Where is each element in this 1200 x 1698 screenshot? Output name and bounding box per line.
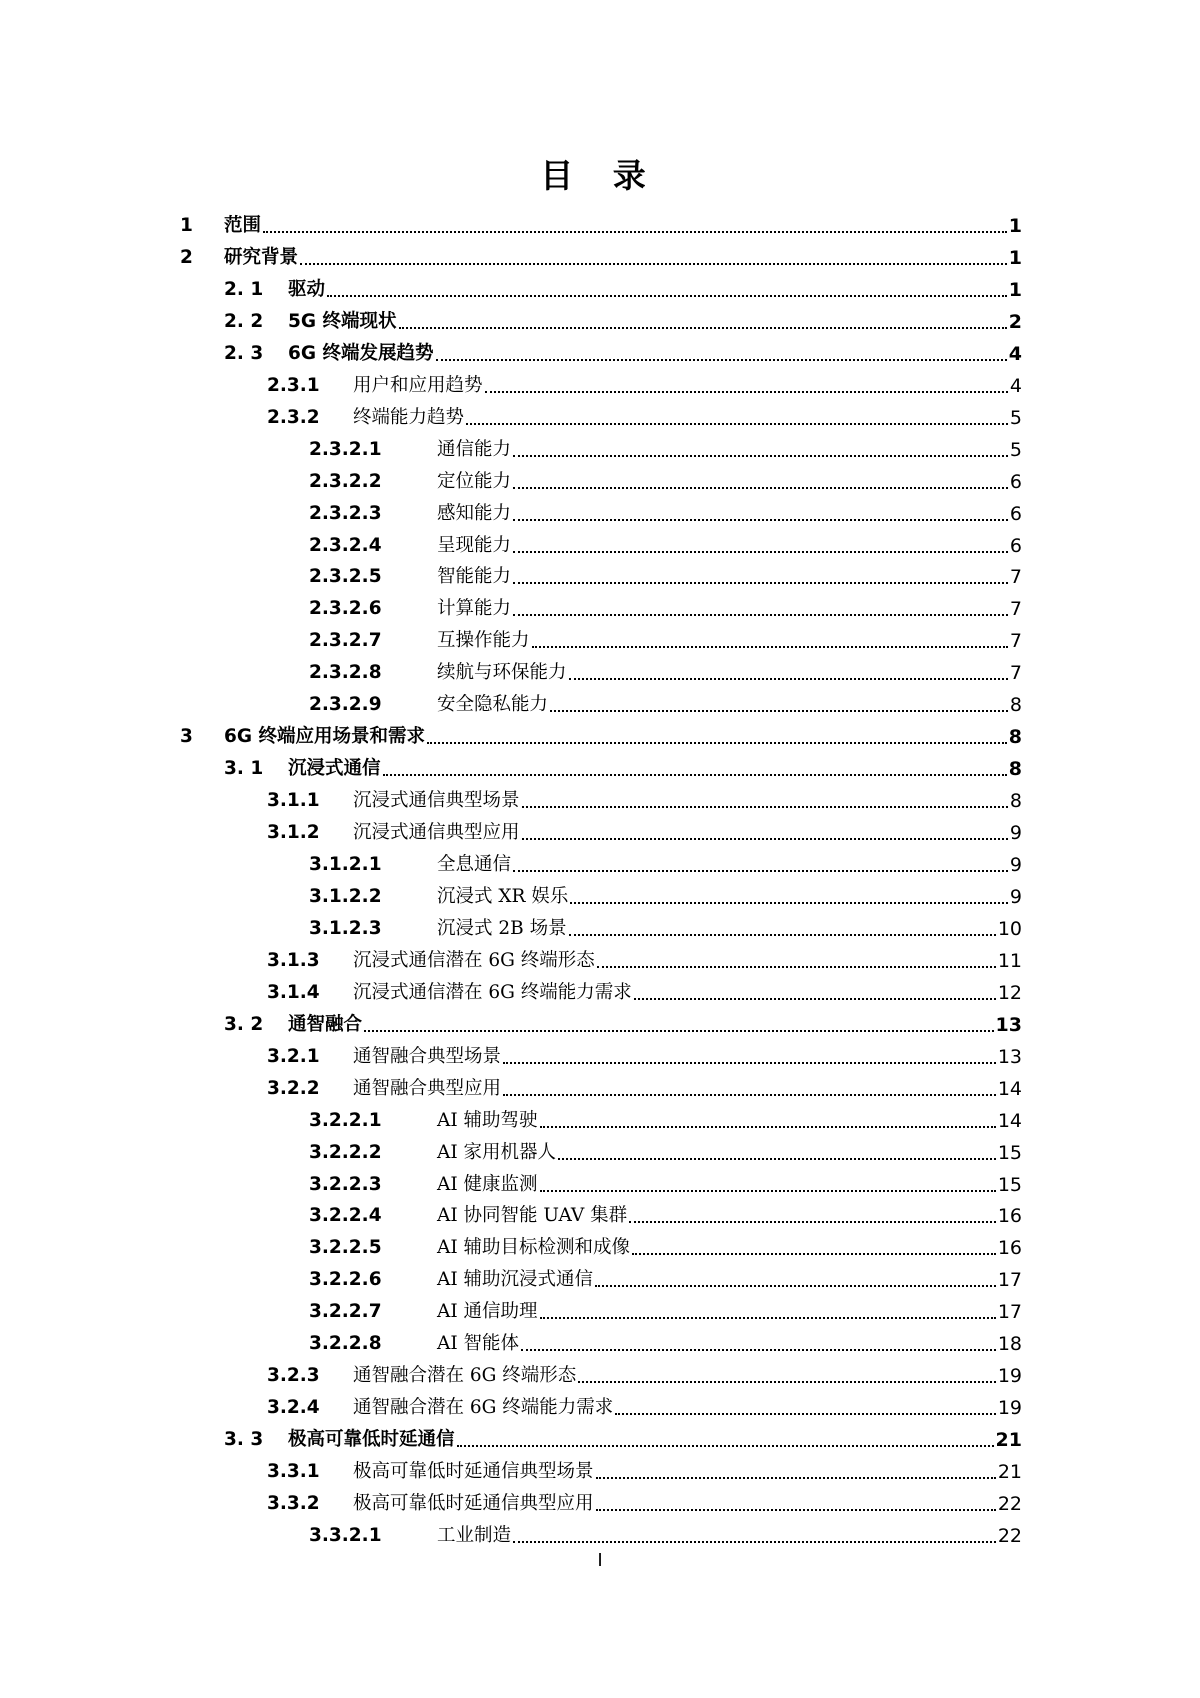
dot-leader — [300, 263, 1007, 265]
toc-entry[interactable] — [224, 304, 1022, 336]
dot-leader — [436, 359, 1007, 361]
toc-entry-number: 2.3.2.5 — [309, 566, 382, 588]
dot-leader — [595, 1285, 996, 1287]
toc-entry-page: 15 — [997, 1173, 1022, 1196]
toc-entry-number: 3 — [180, 726, 193, 748]
toc-entry-page: 22 — [997, 1524, 1022, 1547]
toc-entry[interactable] — [224, 336, 1022, 368]
dot-leader — [540, 1126, 996, 1128]
toc-entry-title: 沉浸式通信 — [288, 758, 381, 780]
toc-entry[interactable] — [309, 432, 1022, 464]
toc-entry[interactable] — [309, 1103, 1022, 1135]
toc-entry-title: 续航与环保能力 — [437, 662, 567, 684]
toc-entry-page: 15 — [997, 1141, 1022, 1164]
toc-entry-page: 8 — [1009, 790, 1022, 813]
toc-entry-page: 2 — [1008, 310, 1022, 333]
toc-entry-page: 6 — [1009, 470, 1022, 493]
toc-entry[interactable] — [309, 496, 1022, 528]
toc-entry-number: 3.2.2.7 — [309, 1301, 382, 1323]
toc-entry[interactable] — [309, 655, 1022, 687]
toc-entry[interactable] — [309, 1230, 1022, 1262]
toc-entry-number: 3. 3 — [224, 1429, 264, 1451]
toc-entry-number: 3.2.2.6 — [309, 1269, 382, 1291]
toc-entry[interactable] — [267, 400, 1022, 432]
toc-entry-title: AI 家用机器人 — [437, 1141, 557, 1163]
dot-leader — [503, 1062, 996, 1064]
toc-entry-number: 3.3.1 — [267, 1461, 320, 1483]
toc-entry-title: 终端能力趋势 — [353, 406, 465, 428]
toc-entry-page: 9 — [1009, 854, 1022, 876]
toc-entry-number: 3.2.2.4 — [309, 1205, 382, 1227]
toc-entry[interactable] — [309, 1135, 1022, 1167]
toc-entry-title: 范围 — [224, 215, 262, 236]
toc-entry-number: 2.3.2.4 — [309, 534, 382, 556]
toc-entry-number: 3.1.1 — [267, 790, 320, 812]
toc-entry-title: 沉浸式通信潜在 6G 终端能力需求 — [353, 981, 632, 1003]
toc-entry[interactable] — [309, 879, 1022, 911]
toc-entry[interactable] — [267, 1071, 1022, 1103]
dot-leader — [550, 710, 1008, 712]
toc-entry-title: 通信能力 — [437, 438, 512, 460]
toc-entry-page: 21 — [995, 1429, 1022, 1452]
dot-leader — [364, 1030, 994, 1032]
toc-entry-number: 2 — [180, 246, 193, 268]
toc-entry-number: 3. 1 — [224, 758, 264, 780]
toc-entry-title: 沉浸式 XR 娱乐 — [437, 885, 569, 907]
toc-entry-number: 2.3.1 — [267, 374, 320, 396]
toc-entry-page: 1 — [1008, 278, 1022, 301]
toc-entry[interactable] — [309, 591, 1022, 623]
toc-entry-page: 7 — [1009, 662, 1022, 685]
dot-leader — [327, 295, 1007, 297]
toc-entry-page: 13 — [995, 1013, 1022, 1036]
toc-entry-number: 2.3.2.8 — [309, 662, 382, 684]
toc-entry-title: 驱动 — [288, 278, 326, 300]
toc-entry-title: AI 健康监测 — [437, 1173, 538, 1195]
toc-entry-page: 7 — [1009, 566, 1022, 589]
toc-entry-number: 2.3.2 — [267, 406, 320, 428]
dot-leader — [632, 1253, 996, 1255]
toc-entry-number: 2.3.2.3 — [309, 502, 382, 524]
dot-leader — [427, 742, 1007, 744]
toc-entry-title: 极高可靠低时延通信典型应用 — [353, 1493, 594, 1514]
toc-entry-page: 6 — [1009, 534, 1022, 557]
dot-leader — [513, 455, 1008, 457]
dot-leader — [522, 838, 1008, 840]
toc-entry-title: 用户和应用趋势 — [353, 374, 483, 396]
toc-entry-number: 3.2.2.5 — [309, 1237, 382, 1259]
toc-entry-number: 2.3.2.7 — [309, 630, 382, 652]
toc-entry-title: 通智融合 — [288, 1013, 363, 1035]
toc-entry[interactable] — [224, 272, 1022, 304]
toc-entry-page: 14 — [997, 1077, 1022, 1100]
toc-entry-page: 11 — [997, 949, 1022, 972]
toc-entry-title: 研究背景 — [224, 246, 299, 268]
toc-entry[interactable] — [309, 1518, 1022, 1550]
toc-entry-number: 1 — [180, 215, 193, 236]
page-title: 目 录 — [540, 156, 660, 195]
toc-entry[interactable] — [267, 1486, 1022, 1518]
toc-entry-page: 7 — [1009, 630, 1022, 653]
toc-entry-title: 6G 终端发展趋势 — [288, 342, 434, 364]
dot-leader — [457, 1445, 994, 1447]
toc-entry-title: 安全隐私能力 — [437, 694, 549, 716]
toc-entry-number: 3.1.3 — [267, 949, 320, 971]
toc-entry[interactable] — [180, 240, 1022, 272]
toc-entry-page: 21 — [997, 1461, 1022, 1484]
toc-entry[interactable] — [267, 1358, 1022, 1390]
toc-entry[interactable] — [309, 528, 1022, 560]
toc-entry-number: 3.2.2.2 — [309, 1141, 382, 1163]
toc-entry-number: 3.2.1 — [267, 1045, 320, 1067]
dot-leader — [569, 934, 996, 936]
dot-leader — [570, 902, 1008, 904]
toc-entry[interactable] — [309, 623, 1022, 655]
toc-entry-number: 2.3.2.6 — [309, 598, 382, 620]
toc-entry[interactable] — [309, 911, 1022, 943]
toc-entry-page: 17 — [997, 1301, 1022, 1324]
dot-leader — [540, 1190, 996, 1192]
toc-entry-page: 10 — [997, 917, 1022, 940]
toc-entry-title: 互操作能力 — [437, 630, 530, 652]
toc-entry-page: 4 — [1008, 342, 1022, 365]
dot-leader — [399, 327, 1007, 329]
toc-entry-title: 沉浸式通信典型场景 — [353, 790, 520, 812]
toc-entry-page: 8 — [1009, 694, 1022, 717]
dot-leader — [513, 1541, 996, 1543]
dot-leader — [578, 1381, 996, 1383]
toc-entry-number: 3.2.2.3 — [309, 1173, 382, 1195]
toc-entry[interactable] — [180, 719, 1022, 751]
toc-entry[interactable] — [309, 1262, 1022, 1294]
toc-entry[interactable] — [309, 1167, 1022, 1199]
toc-entry[interactable] — [267, 368, 1022, 400]
toc-entry-title: 沉浸式通信典型应用 — [353, 822, 520, 844]
toc-entry-number: 2. 2 — [224, 310, 264, 332]
toc-entry-page: 7 — [1009, 598, 1022, 621]
toc-entry-title: 通智融合潜在 6G 终端能力需求 — [353, 1397, 614, 1419]
dot-leader — [629, 1221, 996, 1223]
dot-leader — [615, 1413, 996, 1415]
toc-entry-title: 全息通信 — [437, 854, 512, 875]
dot-leader — [596, 1477, 996, 1479]
toc-entry-page: 16 — [997, 1237, 1022, 1260]
toc-entry-number: 3.1.2.2 — [309, 885, 382, 907]
dot-leader — [485, 391, 1008, 393]
toc-entry-number: 3.3.2 — [267, 1493, 320, 1514]
toc-entry-number: 3.2.2.1 — [309, 1109, 382, 1131]
toc-entry-page: 5 — [1009, 406, 1022, 429]
toc-entry-title: AI 通信助理 — [437, 1301, 538, 1323]
toc-entry-page: 4 — [1009, 374, 1022, 397]
toc-entry-page: 19 — [997, 1397, 1022, 1420]
dot-leader — [596, 1509, 996, 1511]
toc-entry-number: 3.3.2.1 — [309, 1524, 382, 1546]
dot-leader — [634, 998, 996, 1000]
page-number-footer: I — [597, 1550, 603, 1571]
toc-entry-title: 通智融合潜在 6G 终端形态 — [353, 1365, 577, 1387]
toc-entry-page: 1 — [1008, 215, 1022, 237]
toc-entry[interactable] — [180, 208, 1022, 240]
toc-entry-title: 5G 终端现状 — [288, 310, 397, 332]
toc-entry[interactable] — [267, 1039, 1022, 1071]
toc-entry-title: 计算能力 — [437, 598, 512, 620]
toc-entry-page: 12 — [997, 981, 1022, 1004]
toc-entry-number: 3.2.2 — [267, 1077, 320, 1099]
dot-leader — [558, 1158, 996, 1160]
dot-leader — [466, 423, 1008, 425]
dot-leader — [513, 519, 1008, 521]
toc-entry-title: 感知能力 — [437, 502, 512, 524]
dot-leader — [513, 870, 1008, 872]
toc-entry-number: 3.2.4 — [267, 1397, 320, 1419]
toc-entry-page: 6 — [1009, 502, 1022, 525]
toc-entry-title: 6G 终端应用场景和需求 — [224, 726, 425, 748]
toc-entry-page: 9 — [1009, 885, 1022, 908]
dot-leader — [522, 806, 1008, 808]
dot-leader — [540, 1317, 996, 1319]
dot-leader — [513, 582, 1008, 584]
toc-entry-number: 3.2.3 — [267, 1365, 320, 1387]
toc-entry-title: AI 辅助目标检测和成像 — [437, 1237, 631, 1259]
toc-entry-page: 9 — [1009, 822, 1022, 845]
toc-entry-title: 呈现能力 — [437, 534, 512, 556]
dot-leader — [597, 966, 996, 968]
toc-entry[interactable] — [309, 687, 1022, 719]
toc-entry-page: 19 — [997, 1365, 1022, 1388]
toc-entry-title: AI 辅助驾驶 — [437, 1109, 538, 1131]
toc-entry[interactable] — [267, 1454, 1022, 1486]
toc-entry-title: 极高可靠低时延通信 — [288, 1429, 455, 1451]
toc-entry-title: 沉浸式通信潜在 6G 终端形态 — [353, 949, 595, 971]
toc-entry[interactable] — [267, 1390, 1022, 1422]
toc-entry-number: 2. 3 — [224, 342, 264, 364]
toc-entry-title: 通智融合典型场景 — [353, 1045, 502, 1067]
toc-entry[interactable] — [224, 1007, 1022, 1039]
toc-entry-number: 2.3.2.9 — [309, 694, 382, 716]
toc-entry-title: 定位能力 — [437, 470, 512, 492]
dot-leader — [569, 678, 1008, 680]
dot-leader — [521, 1349, 996, 1351]
toc-entry-title: 通智融合典型应用 — [353, 1077, 502, 1099]
toc-entry-title: AI 智能体 — [437, 1333, 520, 1355]
toc-entry[interactable] — [224, 1422, 1022, 1454]
toc-entry-title: 极高可靠低时延通信典型场景 — [353, 1461, 594, 1483]
dot-leader — [513, 487, 1008, 489]
toc-entry-number: 3.2.2.8 — [309, 1333, 382, 1355]
toc-entry-page: 8 — [1008, 726, 1022, 749]
toc-entry-number: 3.1.2 — [267, 822, 320, 844]
toc-entry-title: 沉浸式 2B 场景 — [437, 917, 567, 939]
toc-entry-title: AI 辅助沉浸式通信 — [437, 1269, 594, 1291]
toc-entry[interactable] — [309, 464, 1022, 496]
dot-leader — [513, 551, 1008, 553]
toc-entry-number: 3.1.2.3 — [309, 917, 382, 939]
toc-entry-title: 智能能力 — [437, 566, 512, 588]
toc-entry-page: 17 — [997, 1269, 1022, 1292]
toc-entry-number: 3. 2 — [224, 1013, 264, 1035]
toc-entry-page: 8 — [1008, 758, 1022, 781]
toc-entry-page: 14 — [997, 1109, 1022, 1132]
toc-entry[interactable] — [267, 943, 1022, 975]
dot-leader — [532, 646, 1008, 648]
dot-leader — [503, 1094, 996, 1096]
toc-entry-page: 13 — [997, 1045, 1022, 1068]
toc-entry-page: 5 — [1009, 438, 1022, 461]
toc-entry[interactable] — [267, 815, 1022, 847]
toc-entry[interactable] — [309, 1326, 1022, 1358]
toc-entry-page: 16 — [997, 1205, 1022, 1228]
toc-entry[interactable] — [267, 783, 1022, 815]
toc-entry-title: 工业制造 — [437, 1524, 512, 1546]
toc-entry-number: 3.1.2.1 — [309, 854, 382, 875]
toc-entry-number: 3.1.4 — [267, 981, 320, 1003]
toc-entry-page: 18 — [997, 1333, 1022, 1356]
toc-entry-number: 2. 1 — [224, 278, 264, 300]
dot-leader — [513, 614, 1008, 616]
dot-leader — [263, 231, 1007, 233]
toc-entry-number: 2.3.2.2 — [309, 470, 382, 492]
toc-entry[interactable] — [309, 1294, 1022, 1326]
toc-entry-title: AI 协同智能 UAV 集群 — [437, 1205, 628, 1227]
toc-entry-page: 1 — [1008, 246, 1022, 269]
toc-entry-page: 22 — [997, 1493, 1022, 1515]
dot-leader — [383, 774, 1007, 776]
toc-entry-number: 2.3.2.1 — [309, 438, 382, 460]
toc-entry[interactable] — [309, 559, 1022, 591]
toc-entry[interactable] — [309, 1198, 1022, 1230]
toc-entry[interactable] — [267, 975, 1022, 1007]
toc-entry[interactable] — [309, 847, 1022, 879]
toc-entry[interactable] — [224, 751, 1022, 783]
